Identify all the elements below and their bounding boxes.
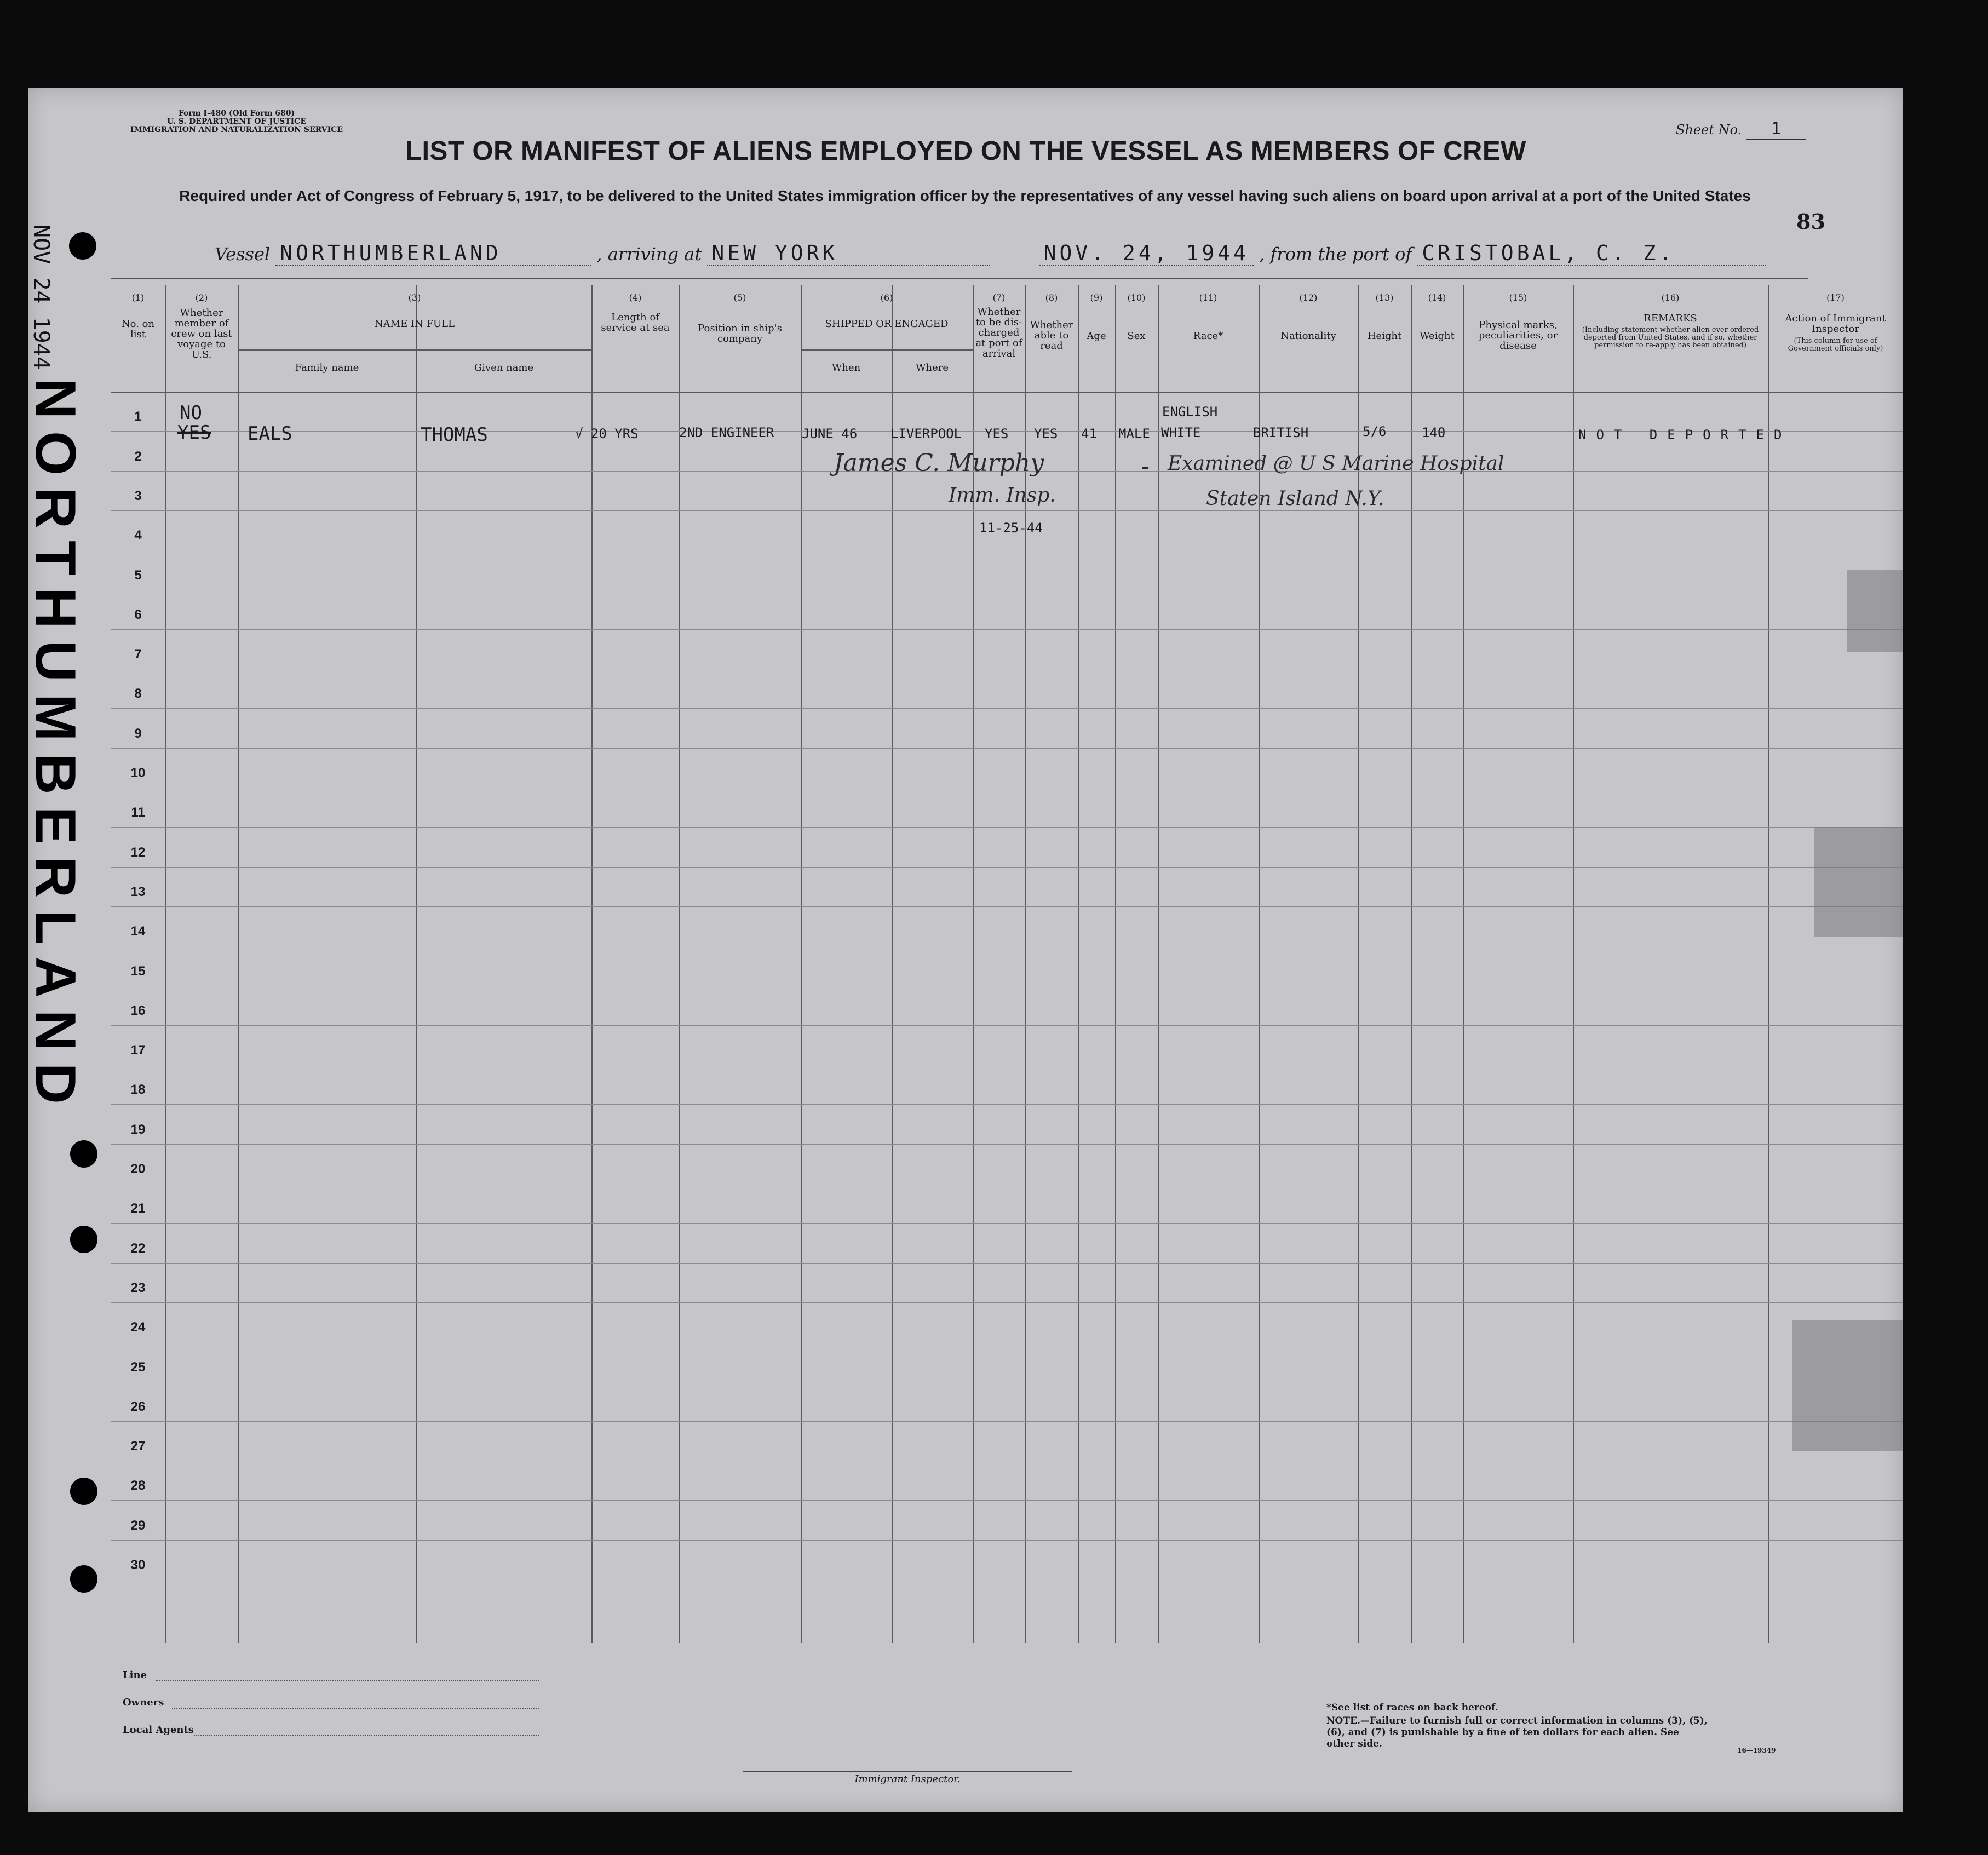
colhead-name-in-full: NAME IN FULL [374, 318, 455, 330]
inspector-signature: James C. Murphy [834, 449, 1044, 477]
colhead-inspector-note: (This column for use of Government officials only) [1788, 337, 1883, 353]
row-number: 13 [130, 884, 146, 899]
annotation-dash: - [1141, 452, 1150, 480]
vessel-name: NORTHUMBERLAND [275, 241, 591, 266]
footer-line-field [156, 1680, 539, 1681]
from-label: , from the port of [1259, 244, 1412, 265]
cell-given-name: THOMAS [421, 424, 488, 446]
row-number: 27 [130, 1439, 146, 1454]
colhead-when: When [831, 362, 861, 374]
arriving-port: NEW YORK [707, 241, 990, 266]
tape-mark [1847, 570, 1903, 652]
colhead-remarks-note: (Including statement whether alien ever ordered deported from United States, and if so, whether permission to re-apply has been obtained) [1582, 326, 1759, 349]
colhead-age: Age [1087, 330, 1106, 342]
colnum-10: (10) [1127, 292, 1146, 303]
colhead-family-name: Family name [295, 362, 359, 374]
inspector-signature-line [743, 1771, 1072, 1772]
col-2 [165, 285, 166, 1643]
colnum-4: (4) [629, 292, 642, 303]
row-number: 6 [134, 607, 142, 622]
col-5 [679, 285, 680, 1643]
page-title: LIST OR MANIFEST OF ALIENS EMPLOYED ON THE VESSEL AS MEMBERS OF CREW [405, 136, 1526, 166]
cell-height: 5/6 [1363, 424, 1387, 439]
row-number: 24 [130, 1320, 146, 1335]
row-number: 22 [130, 1241, 146, 1256]
row-number: 20 [130, 1162, 146, 1176]
table-row [111, 827, 1903, 828]
row-number: 16 [130, 1003, 146, 1018]
sheet-label: Sheet No. [1676, 122, 1742, 137]
examined-location: Staten Island N.Y. [1206, 487, 1384, 510]
manifest-sheet [28, 88, 1903, 1812]
row-number: 1 [134, 409, 142, 424]
colhead-prev-voyage: Whether member of crew on last voyage to U.S. [171, 307, 232, 360]
cell-weight: 140 [1422, 425, 1446, 440]
table-row [111, 1421, 1903, 1422]
page-subtitle: Required under Act of Congress of February 5, 1917, to be delivered to the United States immigration officer by the representatives of any vessel having such aliens on board upon arrival at a port of the United States [179, 187, 1751, 204]
cell-shipped-where: LIVERPOOL [890, 426, 962, 441]
table-row [111, 906, 1903, 907]
footer-line-label: Line [123, 1669, 147, 1681]
cell-shipped-when: JUNE 46 [802, 426, 858, 441]
form-identifier [122, 110, 352, 134]
colnum-8: (8) [1045, 292, 1058, 303]
row-number: 21 [130, 1201, 146, 1216]
row-number: 4 [134, 528, 142, 543]
colhead-discharged: Whether to be dis-charged at port of arrival [975, 306, 1022, 359]
colnum-13: (13) [1375, 292, 1394, 303]
col-14 [1411, 285, 1412, 1643]
races-note: *See list of races on back hereof. [1326, 1702, 1498, 1713]
table-row [111, 629, 1903, 630]
col-15 [1463, 285, 1464, 1643]
form-id-line: Form I-480 (Old Form 680) [178, 109, 295, 118]
punch-hole [69, 232, 96, 260]
colnum-5: (5) [733, 292, 746, 303]
footer-agents-field [194, 1735, 539, 1736]
footer-agents-label: Local Agents [123, 1724, 194, 1736]
table-row [111, 1104, 1903, 1105]
col-6b [892, 285, 893, 1643]
table-row [111, 708, 1903, 709]
arriving-label: , arriving at [596, 244, 702, 265]
col-3a [238, 285, 239, 1643]
table-row [111, 1500, 1903, 1501]
col-10 [1115, 285, 1116, 1643]
inspector-caption: Immigrant Inspector. [854, 1773, 961, 1785]
table-row [111, 1144, 1903, 1145]
examined-note: Examined @ U S Marine Hospital [1168, 452, 1504, 475]
col-3b [416, 285, 417, 1643]
punch-hole [70, 1140, 97, 1168]
row-number: 8 [134, 686, 142, 702]
colhead-able-read: Whether able to read [1030, 319, 1073, 352]
colhead-race: Race* [1193, 330, 1223, 342]
name-split-rule [238, 349, 591, 351]
cell-discharged: YES [985, 426, 1009, 441]
cell-able-read: YES [1034, 426, 1058, 441]
row-number: 14 [130, 924, 146, 939]
table-row [111, 1025, 1903, 1026]
col-17 [1768, 285, 1769, 1643]
sheet-value: 1 [1746, 119, 1806, 140]
colnum-6: (6) [880, 292, 893, 303]
cell-remarks: NOT DEPORTED [1578, 427, 1792, 443]
row-number: 19 [130, 1122, 146, 1137]
table-row [111, 748, 1903, 749]
colhead-length-service: Length of service at sea [601, 312, 670, 334]
footer-owners-field [172, 1708, 539, 1709]
row-number: 26 [130, 1399, 146, 1414]
footer-owners-label: Owners [123, 1697, 164, 1708]
colhead-remarks: REMARKS [1644, 313, 1697, 324]
row-number: 23 [130, 1280, 146, 1295]
colhead-nationality: Nationality [1280, 330, 1336, 342]
vessel-stamp: NORTHUMBERLAND [24, 378, 87, 1116]
inspection-date: 11-25-44 [979, 520, 1043, 536]
colhead-shipped-engaged: SHIPPED OR ENGAGED [825, 318, 949, 330]
col-9 [1078, 285, 1079, 1643]
row-number: 25 [130, 1359, 146, 1375]
table-row [111, 1263, 1903, 1264]
crew-table [111, 285, 1903, 1643]
colnum-7: (7) [992, 292, 1006, 303]
colnum-9: (9) [1090, 292, 1103, 303]
punch-hole [70, 1226, 97, 1253]
colnum-2: (2) [195, 292, 208, 303]
colhead-weight: Weight [1420, 330, 1455, 342]
cell-sex: MALE [1118, 426, 1150, 441]
row-number: 15 [130, 963, 146, 979]
row-number: 10 [130, 766, 146, 780]
row-number: 30 [130, 1558, 146, 1572]
vessel-label: Vessel [215, 244, 271, 265]
row-number: 29 [130, 1518, 146, 1533]
colnum-3: (3) [408, 292, 421, 303]
cell-service-length: √ 20 YRS [575, 426, 639, 441]
table-row [111, 1223, 1903, 1224]
colnum-12: (12) [1299, 292, 1318, 303]
colhead-inspector-action: Action of Immigrant Inspector [1785, 313, 1886, 335]
tape-mark [1792, 1320, 1903, 1451]
date-stamp: NOV 24 1944 [28, 225, 54, 370]
col-16 [1573, 285, 1574, 1643]
vessel-line [215, 241, 1770, 266]
inspector-title: Imm. Insp. [949, 484, 1056, 507]
shipped-split-rule [801, 349, 973, 351]
colnum-15: (15) [1509, 292, 1527, 303]
tape-mark [1814, 827, 1903, 937]
from-port: CRISTOBAL, C. Z. [1417, 241, 1766, 266]
row-number: 9 [134, 726, 142, 741]
row-number: 3 [134, 488, 142, 503]
row-number: 17 [130, 1043, 146, 1058]
cell-age: 41 [1081, 426, 1097, 441]
col-4 [591, 285, 593, 1643]
cell-prev-voyage: NO [180, 402, 202, 424]
form-dept-line: U. S. DEPARTMENT OF JUSTICE [166, 117, 306, 126]
colhead-given-name: Given name [474, 362, 534, 374]
header-bottom-rule [111, 392, 1903, 393]
cell-nationality: BRITISH [1253, 425, 1309, 440]
colnum-16: (16) [1661, 292, 1680, 303]
arrival-date: NOV. 24, 1944 [1039, 241, 1254, 266]
colnum-14: (14) [1428, 292, 1446, 303]
punch-hole [70, 1565, 97, 1593]
header-rule [111, 278, 1808, 279]
form-service-line: IMMIGRATION AND NATURALIZATION SERVICE [130, 125, 343, 134]
row-number: 5 [134, 567, 142, 583]
colhead-where: Where [915, 362, 949, 374]
row-number: 18 [130, 1082, 146, 1098]
col-11 [1158, 285, 1159, 1643]
colnum-17: (17) [1826, 292, 1845, 303]
cell-family-name: EALS [248, 423, 292, 445]
punch-hole [70, 1478, 97, 1505]
penalty-note: NOTE.—Failure to furnish full or correct information in columns (3), (5), (6), and (7) is punishable by a fine of ten dollars for each alien. See other side. [1326, 1715, 1708, 1749]
cell-race: WHITE [1161, 425, 1201, 440]
row-number: 28 [130, 1478, 146, 1494]
colhead-height: Height [1367, 330, 1402, 342]
cell-race-note: ENGLISH [1162, 404, 1218, 420]
cell-prev-voyage-struck: YES [177, 422, 211, 444]
table-row [111, 510, 1903, 511]
colnum-1: (1) [131, 292, 145, 303]
row-number: 12 [130, 845, 146, 860]
colhead-sex: Sex [1127, 330, 1146, 342]
cell-position: 2ND ENGINEER [679, 425, 774, 440]
colhead-no-on-list: No. on list [121, 318, 155, 340]
table-row [111, 1302, 1903, 1303]
table-row [111, 1540, 1903, 1541]
colhead-physical-marks: Physical marks, peculiarities, or disease [1478, 319, 1558, 352]
print-code: 16—19349 [1737, 1747, 1776, 1754]
col-6a [801, 285, 802, 1643]
row-number: 2 [134, 449, 142, 464]
colnum-11: (11) [1199, 292, 1217, 303]
colhead-position: Position in ship's company [698, 323, 782, 344]
page-number: 83 [1796, 209, 1825, 234]
table-row [111, 867, 1903, 868]
row-number: 11 [131, 805, 145, 820]
row-number: 7 [134, 647, 142, 662]
